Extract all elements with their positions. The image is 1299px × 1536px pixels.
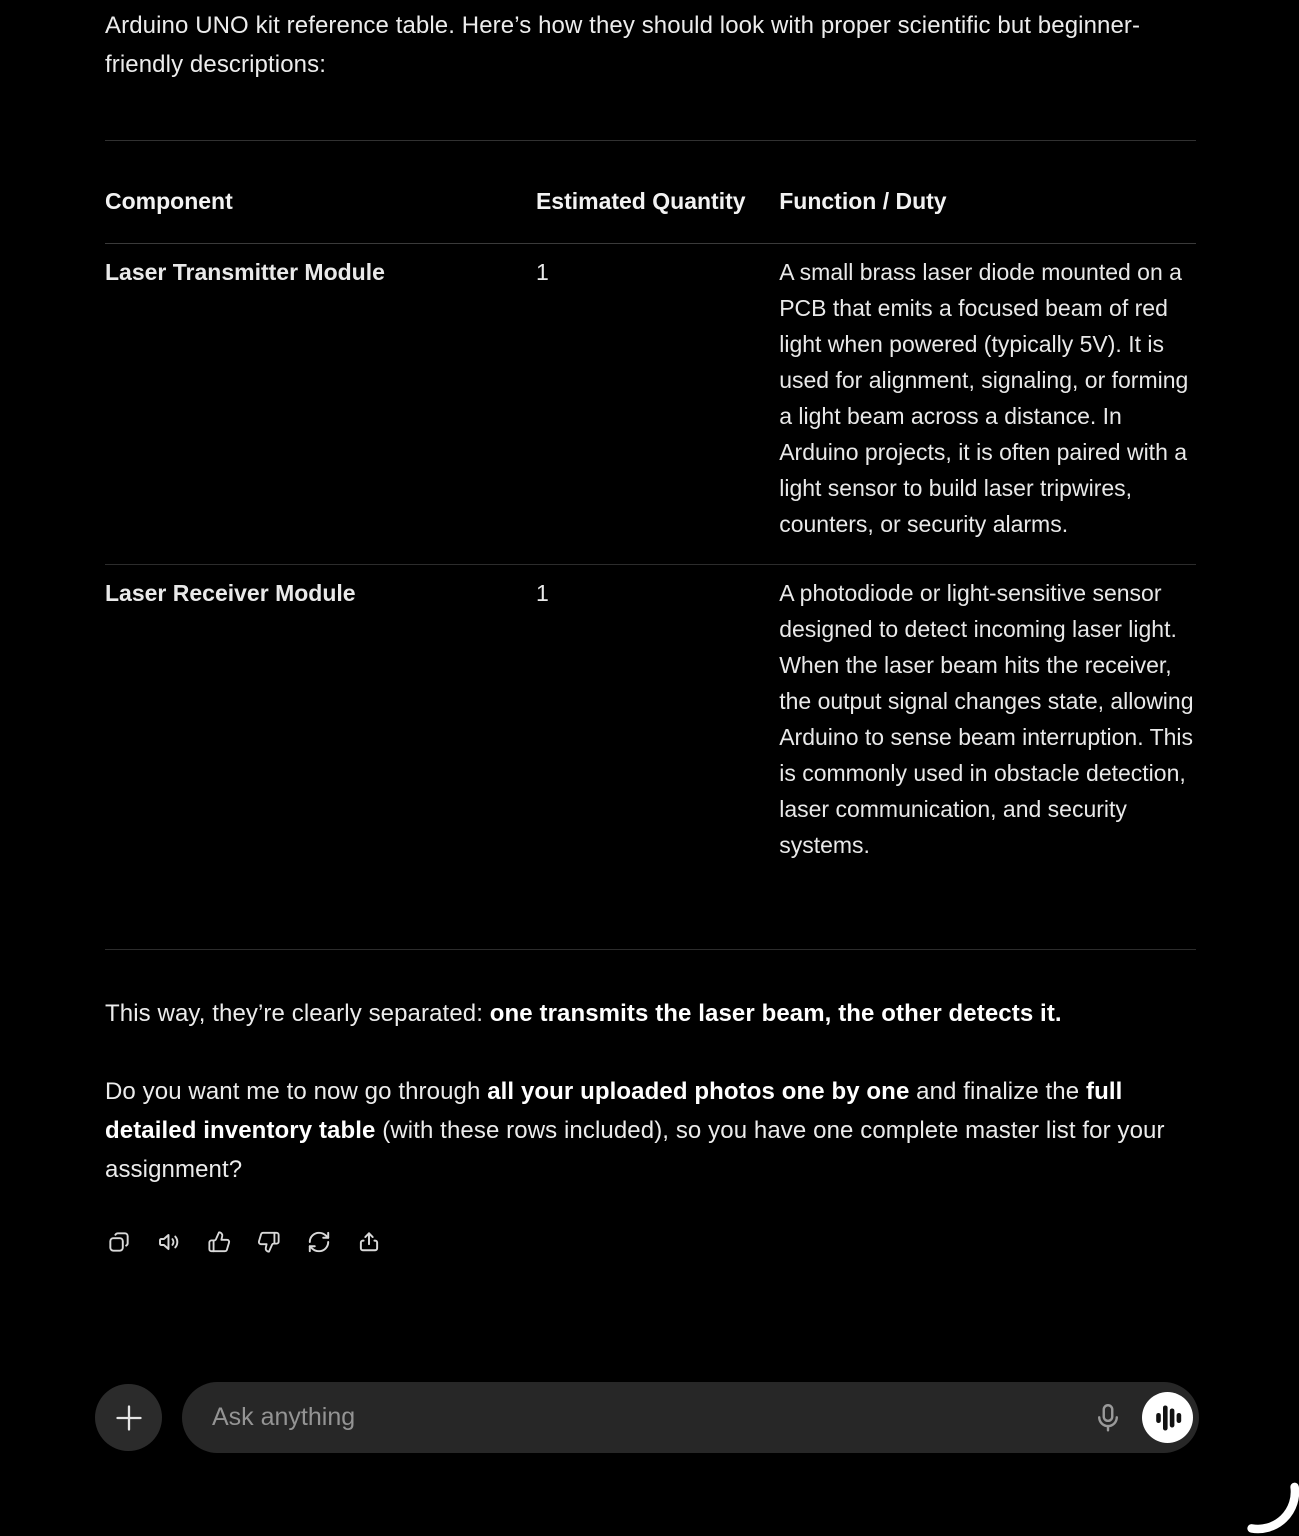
component-reference-table [105, 140, 1196, 950]
thumbs-up-icon [206, 1229, 232, 1255]
share-button[interactable] [355, 1228, 382, 1255]
column-header-function: Function / Duty [779, 141, 1196, 244]
message-actions-toolbar [105, 1228, 1196, 1255]
closing-text: This way, they’re clearly separated: [105, 1000, 490, 1027]
closing-bold-text: one transmits the laser beam, the other detects it. [489, 1000, 1062, 1027]
cell-function: A small brass laser diode mounted on a PCB that emits a focused beam of red light when powered (typically 5V). It is used for alignment, signaling, or forming a light beam across a distance. In Arduino projects, it is often paired with a light sensor to build laser tripwires, counters, or security alarms. [779, 244, 1196, 565]
chat-composer [95, 1382, 1199, 1453]
thumbs-down-icon [256, 1229, 282, 1255]
question-text: (with these rows included), so you have one complete master list for your assignment? [105, 1117, 1165, 1183]
column-header-quantity: Estimated Quantity [536, 141, 779, 244]
table-header-row [105, 141, 1196, 244]
dictate-button[interactable] [1086, 1396, 1130, 1440]
cell-component: Laser Receiver Module [105, 565, 536, 950]
regenerate-button[interactable] [305, 1228, 332, 1255]
plus-icon [113, 1402, 145, 1434]
closing-paragraph [105, 994, 1196, 1033]
corner-arc-decoration [1239, 1476, 1299, 1536]
attach-button[interactable] [95, 1384, 162, 1451]
copy-icon [106, 1229, 132, 1255]
voice-waveform-icon [1153, 1403, 1183, 1433]
cell-component: Laser Transmitter Module [105, 244, 536, 565]
message-input-bar[interactable] [182, 1382, 1199, 1453]
intro-paragraph: Arduino UNO kit reference table. Here’s how they should look with proper scientific but beginner-friendly descriptions: [105, 12, 1141, 78]
microphone-icon [1091, 1401, 1125, 1435]
message-input[interactable] [212, 1403, 1086, 1432]
question-text: Do you want me to now go through [105, 1078, 488, 1105]
table-row [105, 244, 1196, 565]
column-header-component: Component [105, 141, 536, 244]
table-row [105, 565, 1196, 950]
question-bold-text: full detailed inventory table [105, 1078, 1123, 1144]
read-aloud-button[interactable] [155, 1228, 182, 1255]
speaker-icon [156, 1229, 182, 1255]
copy-button[interactable] [105, 1228, 132, 1255]
question-paragraph [105, 1072, 1196, 1189]
question-text: and finalize the [909, 1078, 1086, 1105]
cell-function: A photodiode or light-sensitive sensor designed to detect incoming laser light. When the laser beam hits the receiver, the output signal changes state, allowing Arduino to sense beam interruption. This is commonly used in obstacle detection, laser communication, and security systems. [779, 565, 1196, 950]
cell-quantity: 1 [536, 244, 779, 565]
voice-mode-button[interactable] [1142, 1392, 1193, 1443]
thumbs-up-button[interactable] [205, 1228, 232, 1255]
thumbs-down-button[interactable] [255, 1228, 282, 1255]
share-icon [356, 1229, 382, 1255]
question-bold-text: all your uploaded photos one by one [487, 1078, 910, 1105]
cell-quantity: 1 [536, 565, 779, 950]
regenerate-icon [306, 1229, 332, 1255]
